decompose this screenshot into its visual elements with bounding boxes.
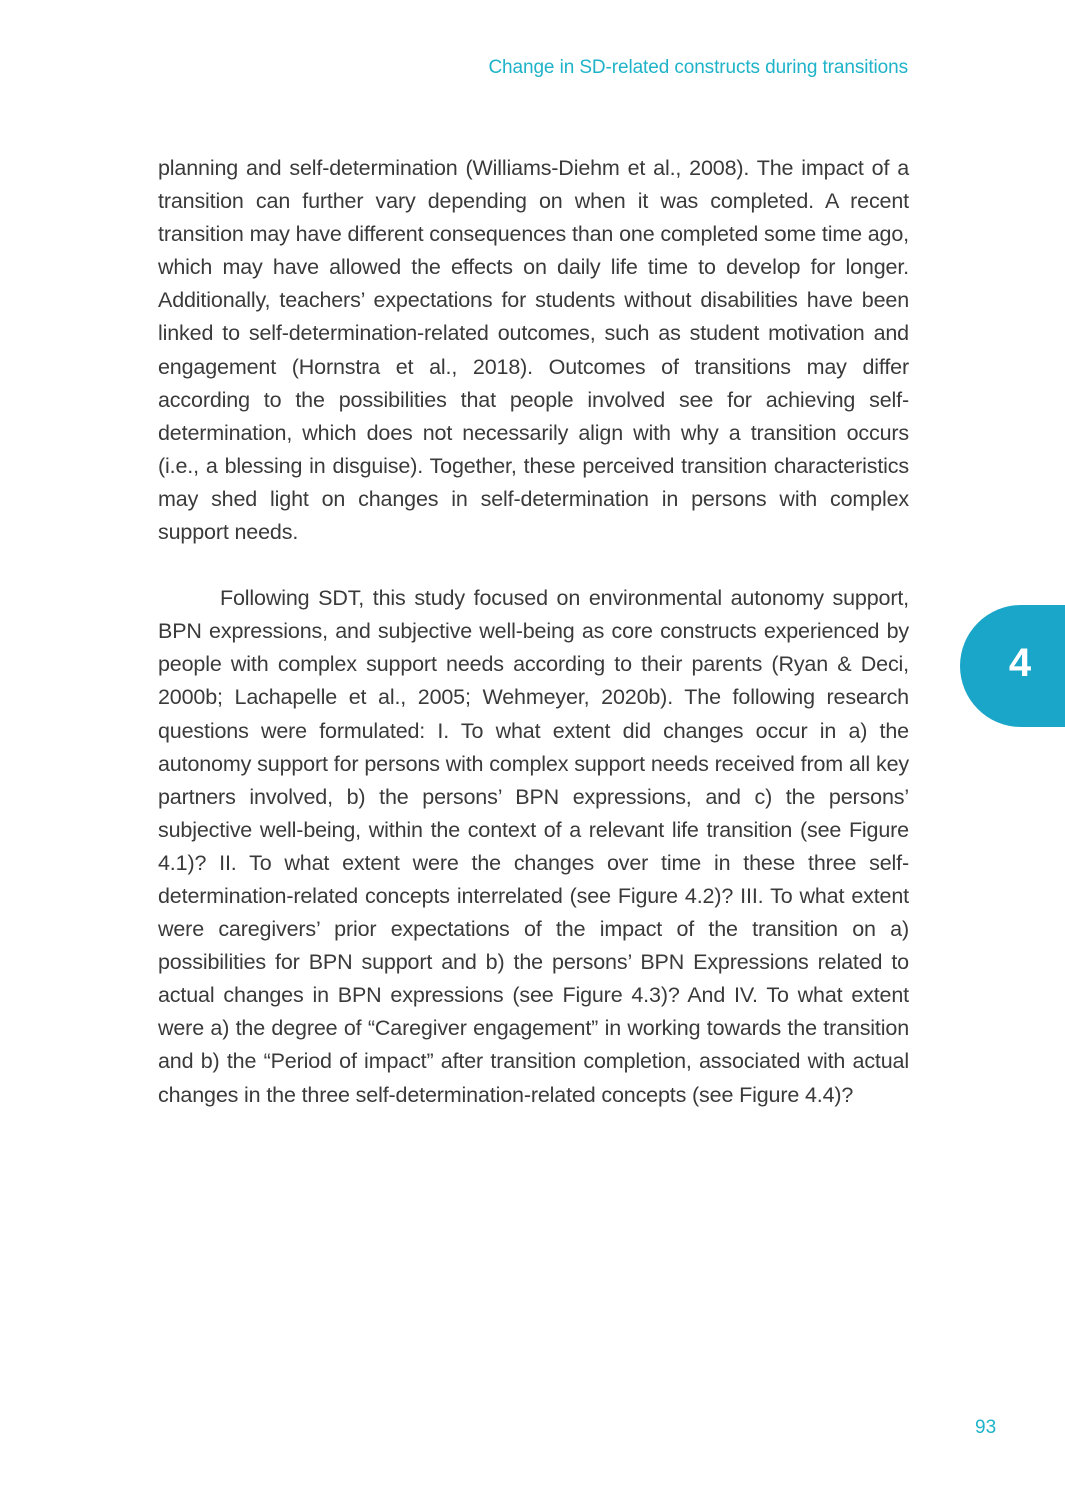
paragraph: planning and self-determination (Williams-Diehm et al., 2008). The impact of a transition can further vary depending on when it was completed. A recent transition may have different consequences than one completed some time ago, which may have allowed the effects on daily life time to develop for longer. Additionally, teachers’ expectations for students without disabilities have been linked to self-determination-related outcomes, such as student motivation and engagement (Hornstra et al., 2018). Outcomes of transitions may differ according to the possibilities that people involved see for achieving self-determination, which does not necessarily align with why a transition occurs (i.e., a blessing in disguise). Together, these perceived transition characteristics may shed light on changes in self-determination in persons with complex support needs. [158,156,909,545]
paragraph: Following SDT, this study focused on environmental autonomy support, BPN expressions, and subjective well-being as core constructs experienced by people with complex support needs according to their parents (Ryan & Deci, 2000b; Lachapelle et al., 2005; Wehmeyer, 2020b). The following research questions were formulated: I. To what extent did changes occur in a) the autonomy support for persons with complex support needs received from all key partners involved, b) the persons’ BPN expressions, and c) the persons’ subjective well-being, within the context of a relevant life transition (see Figure 4.1)? II. To what extent were the changes over time in these three self-determination-related concepts interrelated (see Figure 4.2)? III. To what extent were caregivers’ prior expectations of the impact of the transition on a) possibilities for BPN support and b) the persons’ BPN Expressions related to actual changes in BPN expressions (see Figure 4.3)? And IV. To what extent were a) the degree of “Caregiver engagement” in working towards the transition and b) the “Period of impact” after transition completion, associated with actual changes in the three self-determination-related concepts (see Figure 4.4)? [158,586,909,1107]
body-text [158,152,909,1112]
running-header: Change in SD-related constructs during transitions [488,57,908,78]
chapter-tab [960,605,1065,727]
page-number: 93 [975,1417,997,1438]
chapter-number: 4 [1008,641,1032,685]
